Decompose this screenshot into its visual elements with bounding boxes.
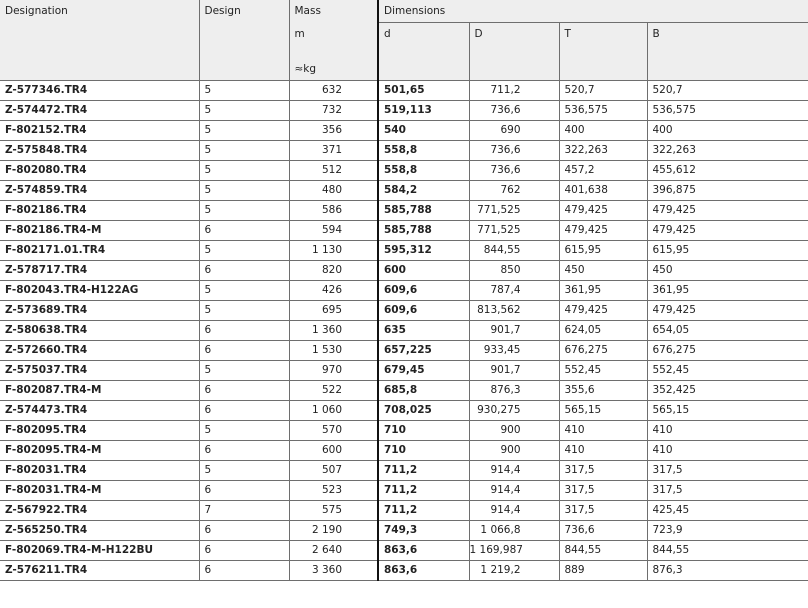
B-cell: 361,95: [647, 281, 808, 301]
mass-cell: 695: [289, 301, 378, 321]
B-cell: 520,7: [647, 81, 808, 101]
table-row: [0, 341, 808, 361]
designation-cell: F-802095.TR4-M: [0, 441, 199, 461]
T-cell: 479,425: [559, 301, 647, 321]
table-row: [0, 261, 808, 281]
header-mass-symbol: m: [289, 23, 378, 45]
design-cell: 5: [199, 121, 289, 141]
table-row: [0, 521, 808, 541]
designation-cell: F-802069.TR4-M-H122BU: [0, 541, 199, 561]
mass-cell: 2 190: [289, 521, 378, 541]
table-row: [0, 501, 808, 521]
D-cell: 1 219,2: [469, 561, 559, 581]
designation-cell: F-802186.TR4-M: [0, 221, 199, 241]
d-cell: 657,225: [378, 341, 469, 361]
d-cell: 711,2: [378, 461, 469, 481]
design-cell: 6: [199, 481, 289, 501]
mass-cell: 632: [289, 81, 378, 101]
design-cell: 5: [199, 281, 289, 301]
table-row: [0, 481, 808, 501]
mass-cell: 970: [289, 361, 378, 381]
designation-cell: Z-574859.TR4: [0, 181, 199, 201]
D-cell: 1 169,987: [469, 541, 559, 561]
mass-cell: 512: [289, 161, 378, 181]
d-cell: 863,6: [378, 541, 469, 561]
B-cell: 552,45: [647, 361, 808, 381]
d-cell: 711,2: [378, 501, 469, 521]
B-cell: 317,5: [647, 461, 808, 481]
designation-cell: Z-574473.TR4: [0, 401, 199, 421]
table-header: [0, 0, 808, 81]
design-cell: 5: [199, 101, 289, 121]
table-row: [0, 441, 808, 461]
d-cell: 708,025: [378, 401, 469, 421]
mass-cell: 371: [289, 141, 378, 161]
designation-cell: F-802043.TR4-H122AG: [0, 281, 199, 301]
mass-cell: 1 530: [289, 341, 378, 361]
d-cell: 600: [378, 261, 469, 281]
T-cell: 844,55: [559, 541, 647, 561]
D-cell: 736,6: [469, 101, 559, 121]
mass-cell: 522: [289, 381, 378, 401]
B-cell: 479,425: [647, 221, 808, 241]
T-cell: 400: [559, 121, 647, 141]
design-cell: 6: [199, 401, 289, 421]
designation-cell: F-802080.TR4: [0, 161, 199, 181]
table-row: [0, 141, 808, 161]
table-row: [0, 201, 808, 221]
design-cell: 5: [199, 461, 289, 481]
designation-cell: Z-575848.TR4: [0, 141, 199, 161]
B-cell: 479,425: [647, 301, 808, 321]
D-cell: 914,4: [469, 461, 559, 481]
T-cell: 317,5: [559, 501, 647, 521]
T-cell: 736,6: [559, 521, 647, 541]
table-row: [0, 541, 808, 561]
D-cell: 900: [469, 421, 559, 441]
d-cell: 501,65: [378, 81, 469, 101]
B-cell: 876,3: [647, 561, 808, 581]
mass-cell: 820: [289, 261, 378, 281]
header-D: D: [469, 23, 559, 81]
T-cell: 410: [559, 421, 647, 441]
T-cell: 457,2: [559, 161, 647, 181]
design-cell: 6: [199, 341, 289, 361]
D-cell: 914,4: [469, 481, 559, 501]
mass-cell: 2 640: [289, 541, 378, 561]
mass-cell: 356: [289, 121, 378, 141]
table-row: [0, 281, 808, 301]
header-B: B: [647, 23, 808, 81]
B-cell: 536,575: [647, 101, 808, 121]
table-row: [0, 381, 808, 401]
designation-cell: Z-574472.TR4: [0, 101, 199, 121]
D-cell: 901,7: [469, 321, 559, 341]
table-row: [0, 241, 808, 261]
design-cell: 5: [199, 361, 289, 381]
d-cell: 710: [378, 441, 469, 461]
mass-cell: 480: [289, 181, 378, 201]
table-row: [0, 421, 808, 441]
mass-cell: 575: [289, 501, 378, 521]
d-cell: 585,788: [378, 201, 469, 221]
header-designation: Designation: [0, 0, 199, 81]
designation-cell: Z-578717.TR4: [0, 261, 199, 281]
mass-cell: 426: [289, 281, 378, 301]
B-cell: 654,05: [647, 321, 808, 341]
D-cell: 933,45: [469, 341, 559, 361]
designation-cell: Z-580638.TR4: [0, 321, 199, 341]
designation-cell: F-802186.TR4: [0, 201, 199, 221]
D-cell: 711,2: [469, 81, 559, 101]
table-row: [0, 321, 808, 341]
T-cell: 520,7: [559, 81, 647, 101]
mass-cell: 1 130: [289, 241, 378, 261]
table-body: [0, 81, 808, 581]
designation-cell: F-802031.TR4-M: [0, 481, 199, 501]
design-cell: 5: [199, 161, 289, 181]
D-cell: 690: [469, 121, 559, 141]
B-cell: 676,275: [647, 341, 808, 361]
T-cell: 536,575: [559, 101, 647, 121]
designation-cell: F-802095.TR4: [0, 421, 199, 441]
B-cell: 396,875: [647, 181, 808, 201]
design-cell: 6: [199, 261, 289, 281]
d-cell: 711,2: [378, 481, 469, 501]
table-row: [0, 221, 808, 241]
D-cell: 736,6: [469, 161, 559, 181]
table-row: [0, 401, 808, 421]
mass-cell: 523: [289, 481, 378, 501]
d-cell: 635: [378, 321, 469, 341]
header-mass: Mass: [289, 0, 378, 23]
T-cell: 552,45: [559, 361, 647, 381]
B-cell: 410: [647, 441, 808, 461]
D-cell: 771,525: [469, 221, 559, 241]
B-cell: 565,15: [647, 401, 808, 421]
table-row: [0, 161, 808, 181]
mass-cell: 1 060: [289, 401, 378, 421]
design-cell: 5: [199, 141, 289, 161]
T-cell: 479,425: [559, 221, 647, 241]
d-cell: 609,6: [378, 301, 469, 321]
design-cell: 7: [199, 501, 289, 521]
design-cell: 5: [199, 181, 289, 201]
table-row: [0, 461, 808, 481]
design-cell: 5: [199, 241, 289, 261]
T-cell: 322,263: [559, 141, 647, 161]
mass-cell: 570: [289, 421, 378, 441]
D-cell: 813,562: [469, 301, 559, 321]
designation-cell: Z-565250.TR4: [0, 521, 199, 541]
B-cell: 479,425: [647, 201, 808, 221]
designation-cell: F-802031.TR4: [0, 461, 199, 481]
B-cell: 410: [647, 421, 808, 441]
B-cell: 844,55: [647, 541, 808, 561]
T-cell: 615,95: [559, 241, 647, 261]
d-cell: 558,8: [378, 161, 469, 181]
d-cell: 710: [378, 421, 469, 441]
designation-cell: Z-577346.TR4: [0, 81, 199, 101]
table-row: [0, 301, 808, 321]
B-cell: 352,425: [647, 381, 808, 401]
designation-cell: F-802152.TR4: [0, 121, 199, 141]
D-cell: 1 066,8: [469, 521, 559, 541]
design-cell: 5: [199, 201, 289, 221]
design-cell: 6: [199, 321, 289, 341]
d-cell: 685,8: [378, 381, 469, 401]
B-cell: 455,612: [647, 161, 808, 181]
designation-cell: Z-575037.TR4: [0, 361, 199, 381]
table-row: [0, 181, 808, 201]
T-cell: 479,425: [559, 201, 647, 221]
d-cell: 679,45: [378, 361, 469, 381]
d-cell: 558,8: [378, 141, 469, 161]
mass-cell: 732: [289, 101, 378, 121]
d-cell: 585,788: [378, 221, 469, 241]
T-cell: 565,15: [559, 401, 647, 421]
D-cell: 771,525: [469, 201, 559, 221]
d-cell: 595,312: [378, 241, 469, 261]
designation-cell: Z-567922.TR4: [0, 501, 199, 521]
D-cell: 900: [469, 441, 559, 461]
designation-cell: F-802087.TR4-M: [0, 381, 199, 401]
mass-cell: 3 360: [289, 561, 378, 581]
header-T: T: [559, 23, 647, 81]
design-cell: 6: [199, 521, 289, 541]
B-cell: 723,9: [647, 521, 808, 541]
B-cell: 400: [647, 121, 808, 141]
B-cell: 425,45: [647, 501, 808, 521]
table-row: [0, 81, 808, 101]
designation-cell: Z-576211.TR4: [0, 561, 199, 581]
designation-cell: Z-573689.TR4: [0, 301, 199, 321]
T-cell: 401,638: [559, 181, 647, 201]
d-cell: 863,6: [378, 561, 469, 581]
design-cell: 6: [199, 441, 289, 461]
T-cell: 624,05: [559, 321, 647, 341]
d-cell: 749,3: [378, 521, 469, 541]
D-cell: 876,3: [469, 381, 559, 401]
table-row: [0, 561, 808, 581]
D-cell: 930,275: [469, 401, 559, 421]
header-mass-unit: ≈kg: [289, 45, 378, 81]
table-row: [0, 121, 808, 141]
d-cell: 519,113: [378, 101, 469, 121]
T-cell: 317,5: [559, 481, 647, 501]
table-row: [0, 101, 808, 121]
d-cell: 609,6: [378, 281, 469, 301]
d-cell: 584,2: [378, 181, 469, 201]
T-cell: 355,6: [559, 381, 647, 401]
d-cell: 540: [378, 121, 469, 141]
designation-cell: Z-572660.TR4: [0, 341, 199, 361]
T-cell: 676,275: [559, 341, 647, 361]
B-cell: 450: [647, 261, 808, 281]
T-cell: 889: [559, 561, 647, 581]
mass-cell: 1 360: [289, 321, 378, 341]
mass-cell: 507: [289, 461, 378, 481]
mass-cell: 586: [289, 201, 378, 221]
D-cell: 914,4: [469, 501, 559, 521]
T-cell: 450: [559, 261, 647, 281]
T-cell: 410: [559, 441, 647, 461]
design-cell: 6: [199, 561, 289, 581]
D-cell: 901,7: [469, 361, 559, 381]
designation-cell: F-802171.01.TR4: [0, 241, 199, 261]
D-cell: 787,4: [469, 281, 559, 301]
D-cell: 850: [469, 261, 559, 281]
design-cell: 5: [199, 421, 289, 441]
B-cell: 322,263: [647, 141, 808, 161]
header-dimensions: Dimensions: [378, 0, 808, 23]
mass-cell: 600: [289, 441, 378, 461]
table-row: [0, 361, 808, 381]
design-cell: 6: [199, 221, 289, 241]
header-d: d: [378, 23, 469, 81]
design-cell: 5: [199, 81, 289, 101]
T-cell: 361,95: [559, 281, 647, 301]
header-design: Design: [199, 0, 289, 81]
design-cell: 5: [199, 301, 289, 321]
D-cell: 736,6: [469, 141, 559, 161]
D-cell: 762: [469, 181, 559, 201]
mass-cell: 594: [289, 221, 378, 241]
T-cell: 317,5: [559, 461, 647, 481]
B-cell: 615,95: [647, 241, 808, 261]
D-cell: 844,55: [469, 241, 559, 261]
design-cell: 6: [199, 541, 289, 561]
design-cell: 6: [199, 381, 289, 401]
B-cell: 317,5: [647, 481, 808, 501]
